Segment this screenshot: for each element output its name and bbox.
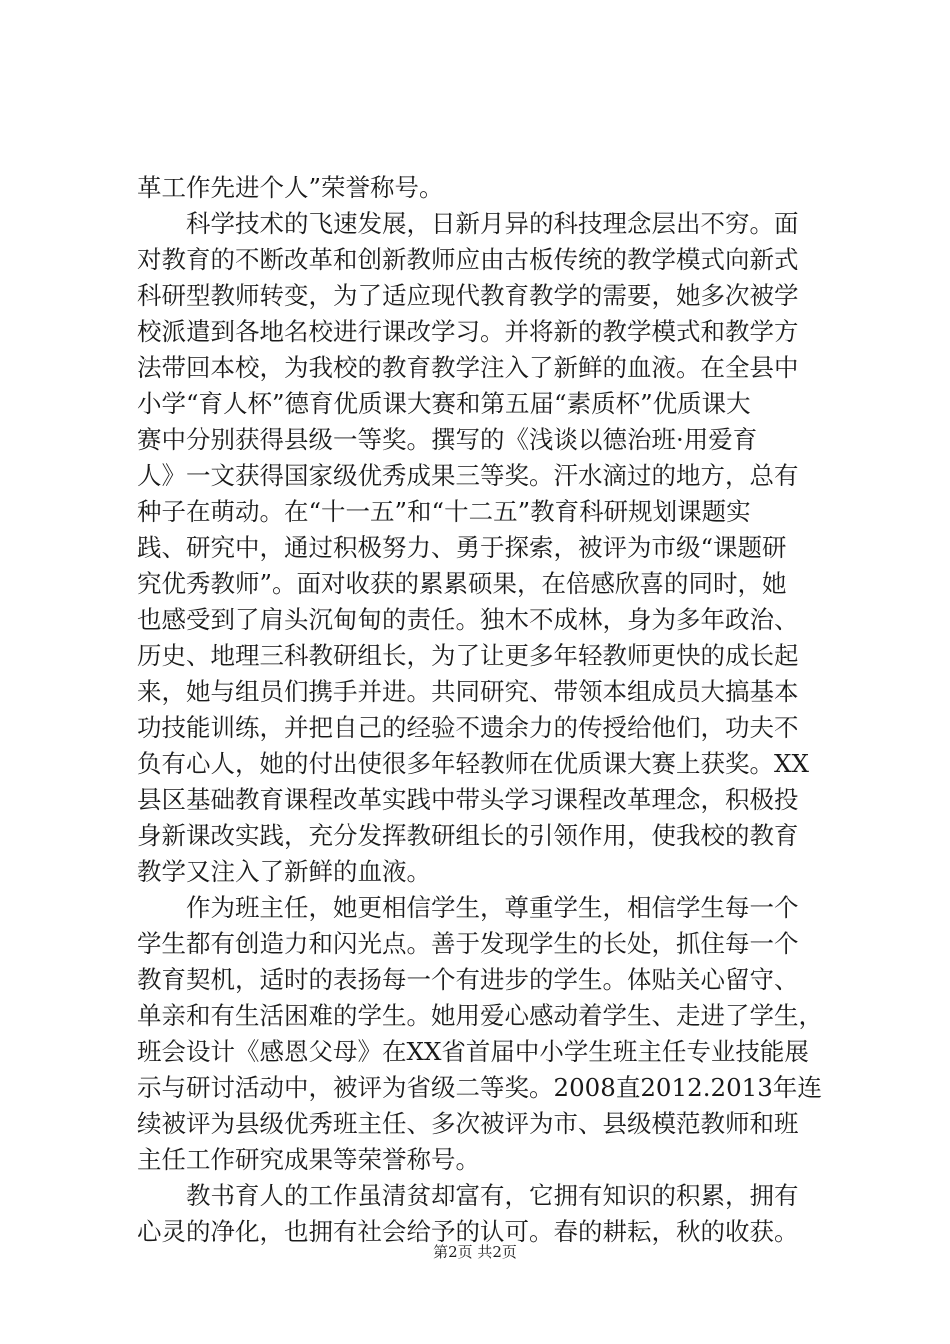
text-line: 革工作先进个人”荣誉称号。 bbox=[137, 173, 444, 202]
text-line: 法带回本校，为我校的教育教学注入了新鲜的血液。在全县中 bbox=[137, 353, 799, 382]
text-line: 负有心人，她的付出使很多年轻教师在优质课大赛上获奖。XX bbox=[137, 749, 809, 778]
text-line: 教学又注入了新鲜的血液。 bbox=[137, 857, 431, 886]
text-line: 心灵的净化，也拥有社会给予的认可。春的耕耘，秋的收获。 bbox=[137, 1217, 799, 1246]
text-line: 来，她与组员们携手并进。共同研究、带领本组成员大搞基本 bbox=[137, 677, 799, 706]
text-line: 教育契机，适时的表扬每一个有进步的学生。体贴关心留守、 bbox=[137, 965, 799, 994]
text-line: 示与研讨活动中，被评为省级二等奖。2008直2012.2013年连 bbox=[137, 1073, 822, 1102]
text-line: 赛中分别获得县级一等奖。撰写的《浅谈以德治班·用爱育 bbox=[137, 425, 758, 454]
text-line: 种子在萌动。在“十一五”和“十二五”教育科研规划课题实 bbox=[137, 497, 751, 526]
text-line: 人》一文获得国家级优秀成果三等奖。汗水滴过的地方，总有 bbox=[137, 461, 799, 490]
text-line: 主任工作研究成果等荣誉称号。 bbox=[137, 1145, 480, 1174]
text-line: 县区基础教育课程改革实践中带头学习课程改革理念，积极投 bbox=[137, 785, 799, 814]
text-line: 功技能训练，并把自己的经验不遗余力的传授给他们，功夫不 bbox=[137, 713, 799, 742]
text-line: 践、研究中，通过积极努力、勇于探索，被评为市级“课题研 bbox=[137, 533, 787, 562]
text-line: 作为班主任，她更相信学生，尊重学生，相信学生每一个 bbox=[137, 893, 799, 922]
text-line: 教书育人的工作虽清贫却富有，它拥有知识的积累，拥有 bbox=[137, 1181, 799, 1210]
text-line: 也感受到了肩头沉甸甸的责任。独木不成林，身为多年政治、 bbox=[137, 605, 799, 634]
text-line: 历史、地理三科教研组长，为了让更多年轻教师更快的成长起 bbox=[137, 641, 799, 670]
text-line: 学生都有创造力和闪光点。善于发现学生的长处，抓住每一个 bbox=[137, 929, 799, 958]
page-footer: 第2页 共2页 bbox=[433, 1243, 517, 1261]
text-line: 班会设计《感恩父母》在XX省首届中小学生班主任专业技能展 bbox=[137, 1037, 809, 1066]
text-line: 对教育的不断改革和创新教师应由古板传统的教学模式向新式 bbox=[137, 245, 799, 274]
text-line: 小学“育人杯”德育优质课大赛和第五届“素质杯”优质课大 bbox=[137, 389, 751, 418]
text-line: 单亲和有生活困难的学生。她用爱心感动着学生、走进了学生， bbox=[137, 1001, 823, 1030]
text-line: 科研型教师转变，为了适应现代教育教学的需要，她多次被学 bbox=[137, 281, 799, 310]
text-line: 校派遣到各地名校进行课改学习。并将新的教学模式和教学方 bbox=[137, 317, 799, 346]
text-line: 究优秀教师”。面对收获的累累硕果，在倍感欣喜的同时，她 bbox=[137, 569, 787, 598]
text-line: 续被评为县级优秀班主任、多次被评为市、县级模范教师和班 bbox=[137, 1109, 799, 1138]
text-line: 科学技术的飞速发展，日新月异的科技理念层出不穷。面 bbox=[137, 209, 799, 238]
text-line: 身新课改实践，充分发挥教研组长的引领作用，使我校的教育 bbox=[137, 821, 799, 850]
